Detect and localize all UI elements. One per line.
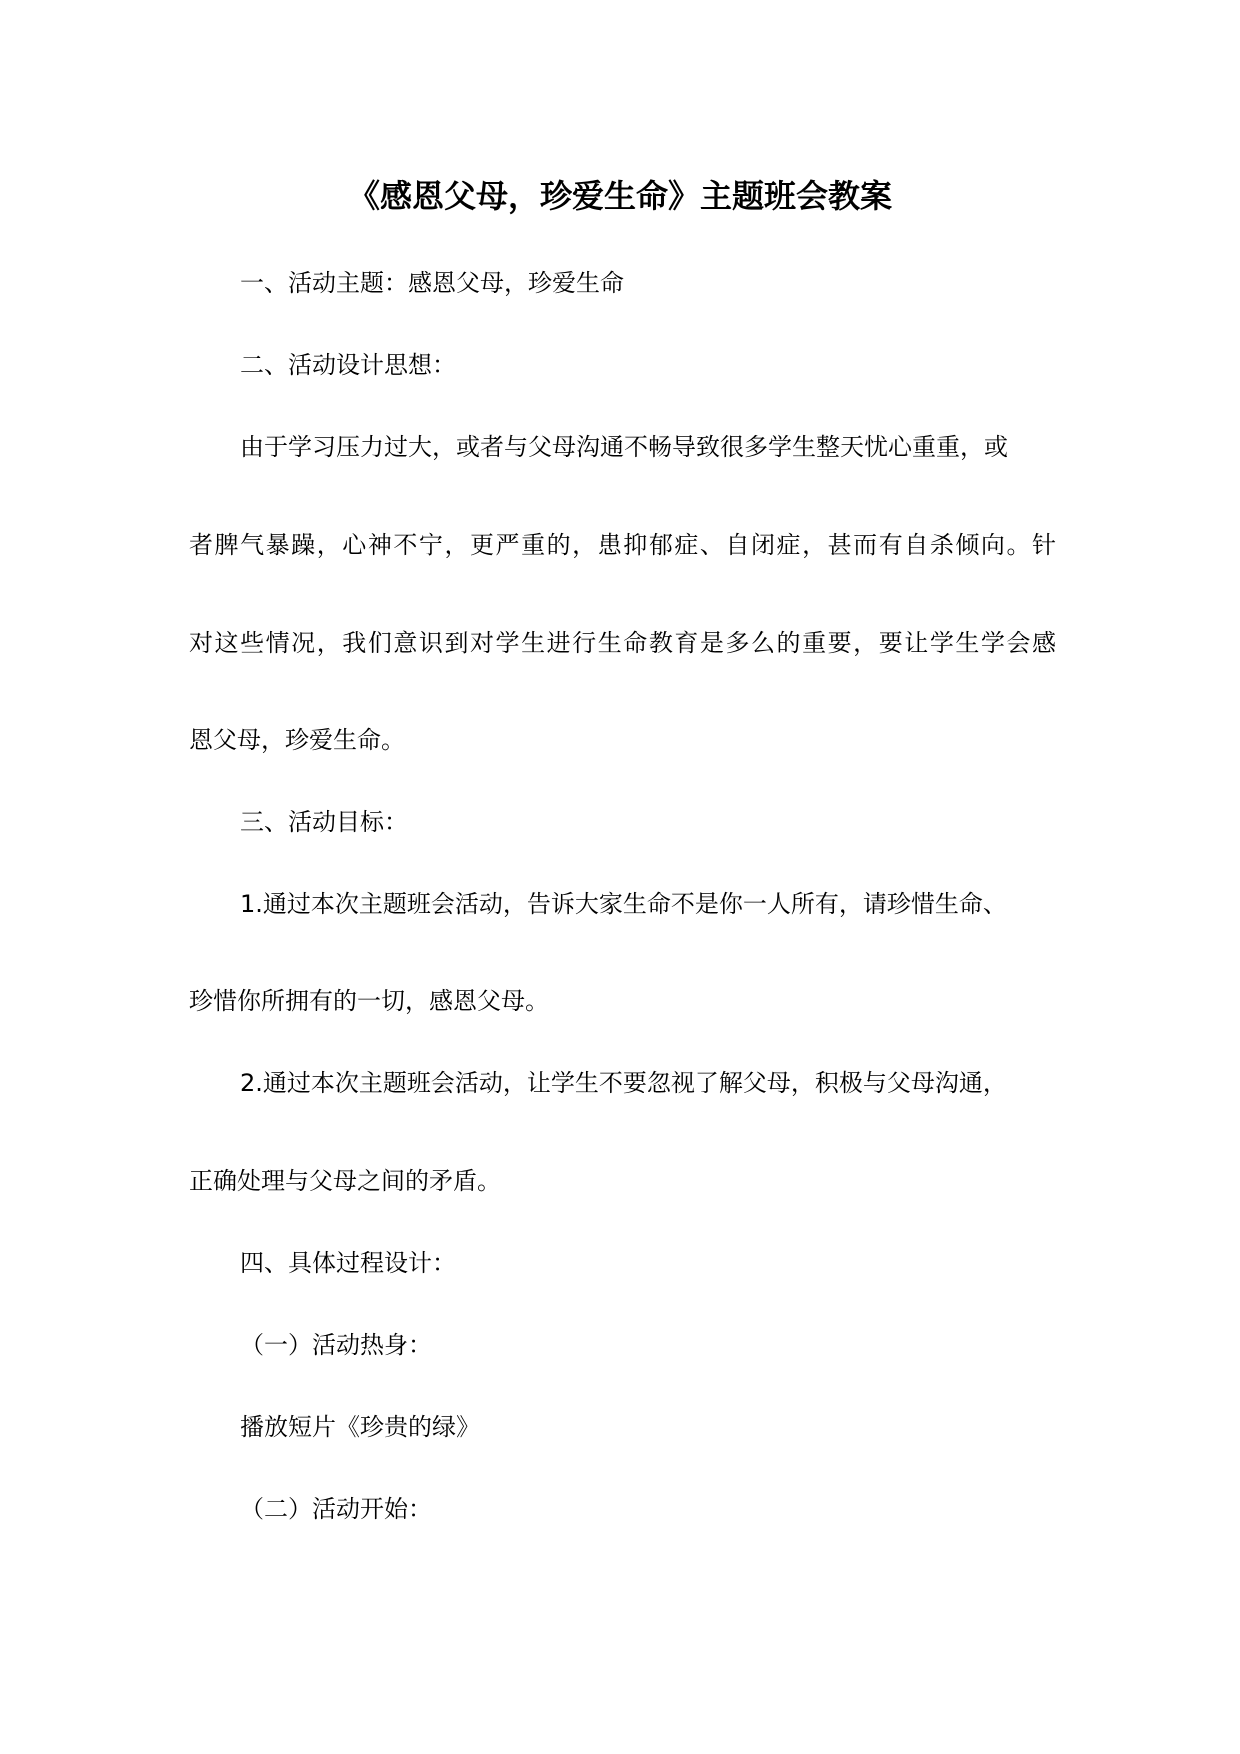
paragraph-line: 恩父母，珍爱生命。 — [189, 726, 405, 754]
activity-line: 播放短片《珍贵的绿》 — [240, 1413, 480, 1441]
subsection-1-heading: （一）活动热身： — [240, 1331, 432, 1359]
section-3-heading: 三、活动目标： — [240, 808, 408, 836]
goal-2-line: 正确处理与父母之间的矛盾。 — [189, 1167, 501, 1195]
section-1-heading: 一、活动主题：感恩父母，珍爱生命 — [240, 269, 624, 297]
paragraph-line: 由于学习压力过大，或者与父母沟通不畅导致很多学生整天忧心重重，或 — [240, 433, 1008, 461]
paragraph-line: 对这些情况，我们意识到对学生进行生命教育是多么的重要，要让学生学会感 — [189, 629, 1056, 657]
goal-1-line: 1.通过本次主题班会活动，告诉大家生命不是你一人所有，请珍惜生命、 — [240, 890, 1007, 918]
section-2-heading: 二、活动设计思想： — [240, 351, 456, 379]
document-title: 《感恩父母，珍爱生命》主题班会教案 — [347, 177, 892, 215]
section-4-heading: 四、具体过程设计： — [240, 1249, 456, 1277]
subsection-2-heading: （二）活动开始： — [240, 1495, 432, 1523]
paragraph-line: 者脾气暴躁，心神不宁，更严重的，患抑郁症、自闭症，甚而有自杀倾向。针 — [189, 531, 1056, 559]
goal-1-line: 珍惜你所拥有的一切，感恩父母。 — [189, 987, 549, 1015]
goal-2-line: 2.通过本次主题班会活动，让学生不要忽视了解父母，积极与父母沟通， — [240, 1069, 1007, 1097]
